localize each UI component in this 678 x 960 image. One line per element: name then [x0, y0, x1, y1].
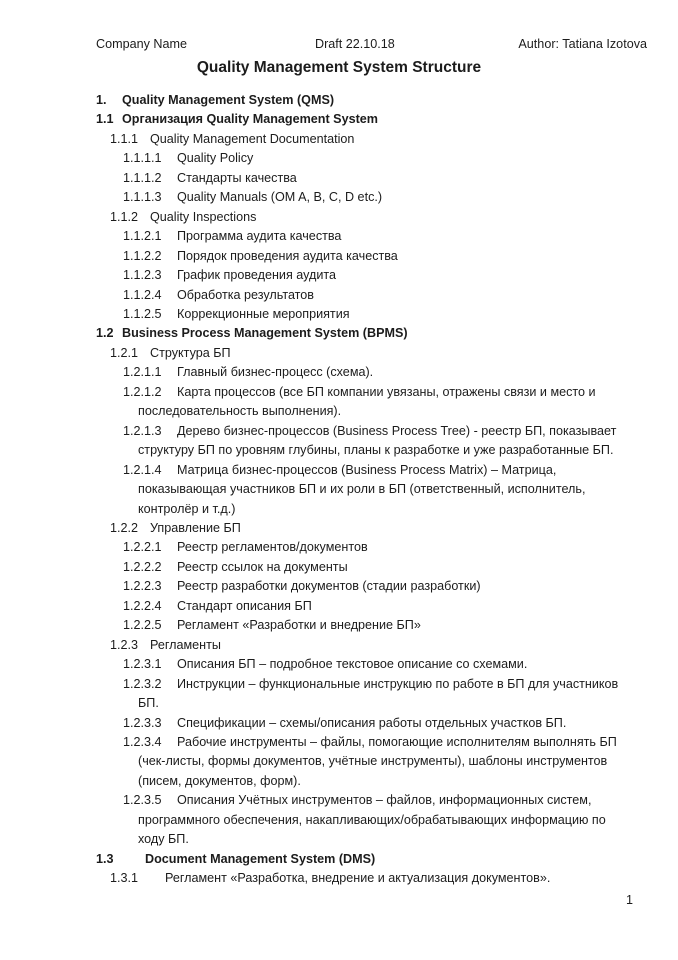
- list-item: [96, 208, 641, 227]
- item-text: Дерево бизнес-процессов (Business Process Tree) - реестр БП, показывает: [177, 423, 617, 438]
- item-number: 1.2.1.2: [123, 384, 162, 399]
- item-text-continuation: структуру БП по уровням глубины, планы к разработке и уже разработанные БП.: [138, 443, 614, 458]
- list-item: [96, 169, 641, 188]
- item-line: [96, 305, 641, 324]
- item-line: [96, 91, 641, 110]
- list-item: [96, 324, 641, 343]
- item-line: [96, 869, 641, 888]
- document-header: [0, 35, 678, 54]
- item-number: 1.1.2.3: [123, 268, 162, 283]
- item-text: Описания Учётных инструментов – файлов, информационных систем,: [177, 793, 592, 808]
- item-text: Quality Management System (QMS): [122, 93, 335, 107]
- item-number: 1.2.1: [110, 345, 139, 360]
- item-text: Quality Management Documentation: [150, 131, 355, 146]
- item-text: Стандарт описания БП: [177, 598, 312, 613]
- item-line: [96, 519, 641, 538]
- item-text: Структура БП: [150, 345, 231, 360]
- item-line: [96, 344, 641, 363]
- item-number: 1.2.2: [110, 520, 139, 535]
- header-company-name: Company Name: [96, 37, 187, 51]
- item-number: 1.1.2.5: [123, 306, 162, 321]
- list-item: [96, 733, 641, 791]
- item-line: [96, 850, 641, 869]
- item-text: Quality Inspections: [150, 209, 257, 224]
- item-number: 1.1.2.2: [123, 248, 162, 263]
- item-text: Описания БП – подробное текстовое описание со схемами.: [177, 657, 528, 672]
- item-line: [96, 461, 641, 480]
- item-text: Спецификации – схемы/описания работы отдельных участков БП.: [177, 715, 567, 730]
- list-item: [96, 149, 641, 168]
- item-text: Главный бизнес-процесс (схема).: [177, 365, 374, 380]
- item-number: 1.2.3.4: [123, 734, 162, 749]
- item-number: 1.2.2.1: [123, 540, 162, 555]
- list-item: [96, 597, 641, 616]
- item-line: [96, 208, 641, 227]
- item-text: Document Management System (DMS): [145, 851, 376, 866]
- item-text: Стандарты качества: [177, 170, 297, 185]
- item-line: [96, 149, 641, 168]
- item-text-continuation: последовательность выполнения).: [138, 404, 342, 419]
- item-text-continuation: (писем, документов, форм).: [138, 773, 301, 788]
- item-line: [96, 383, 641, 402]
- item-number: 1.1.2.4: [123, 287, 162, 302]
- item-text-continuation: БП.: [138, 696, 159, 711]
- item-text: Организация Quality Management System: [122, 112, 378, 127]
- item-line: [96, 733, 641, 752]
- page-title: Quality Management System Structure: [196, 59, 482, 76]
- list-item: [96, 286, 641, 305]
- item-number: 1.1.2: [110, 209, 139, 224]
- item-number: 1.2.1.4: [123, 462, 162, 477]
- item-text: Регламент «Разработка, внедрение и актуализация документов».: [165, 871, 551, 886]
- item-line: [96, 169, 641, 188]
- item-number: 1.1.1: [110, 131, 139, 146]
- item-line: [96, 324, 641, 343]
- item-text: Программа аудита качества: [177, 229, 342, 244]
- item-number: 1.2.3: [110, 637, 139, 652]
- list-item: [96, 247, 641, 266]
- list-item: [96, 227, 641, 246]
- page-number: 1: [625, 893, 633, 907]
- item-number: 1.2.2.2: [123, 559, 162, 574]
- item-text-continuation: ходу БП.: [138, 832, 189, 847]
- item-text-continuation: контролёр и т.д.): [138, 501, 236, 516]
- item-number: 1.2.3.3: [123, 715, 162, 730]
- list-item: [96, 130, 641, 149]
- list-item: [96, 91, 641, 110]
- list-item: [96, 538, 641, 557]
- list-item: [96, 110, 641, 129]
- item-line: [96, 188, 641, 207]
- item-text: Регламенты: [150, 637, 221, 652]
- item-text: Инструкции – функциональные инструкцию по работе в БП для участников: [177, 676, 619, 691]
- list-item: [96, 305, 641, 324]
- list-item: [96, 616, 641, 635]
- item-number: 1.2.3.1: [123, 657, 162, 672]
- list-item: [96, 655, 641, 674]
- item-number: 1.3.1: [110, 871, 139, 886]
- list-item: [96, 383, 641, 422]
- item-line: [96, 577, 641, 596]
- list-item: [96, 266, 641, 285]
- item-text: Quality Policy: [177, 151, 254, 166]
- header-draft-date: Draft 22.10.18: [315, 37, 395, 51]
- item-number: 1.2.1.3: [123, 423, 162, 438]
- item-line: [96, 791, 641, 810]
- list-item: [96, 188, 641, 207]
- list-item: [96, 675, 641, 714]
- item-line: [96, 558, 641, 577]
- item-text: Порядок проведения аудита качества: [177, 248, 398, 263]
- item-text: Quality Manuals (OM A, B, C, D etc.): [177, 190, 383, 205]
- list-item: [96, 577, 641, 596]
- item-text-continuation: показывающая участников БП и их роли в БП (ответственный, исполнитель,: [138, 482, 586, 497]
- list-item: [96, 850, 641, 869]
- item-number: 1.1.1.2: [123, 170, 162, 185]
- item-text: Коррекционные мероприятия: [177, 306, 350, 321]
- item-text: Регламент «Разработки и внедрение БП»: [177, 618, 421, 633]
- item-text: Рабочие инструменты – файлы, помогающие исполнителям выполнять БП: [177, 734, 617, 749]
- item-line: [96, 130, 641, 149]
- item-line: [96, 286, 641, 305]
- item-line: [96, 597, 641, 616]
- item-text: Реестр разработки документов (стадии разработки): [177, 579, 481, 594]
- item-text-continuation: программного обеспечения, накапливающих/обрабатывающих информацию по: [138, 812, 606, 827]
- item-number: 1.3: [96, 851, 114, 866]
- item-number: 1.2.2.3: [123, 579, 162, 594]
- item-line: [96, 636, 641, 655]
- item-text: Business Process Management System (BPMS): [122, 326, 408, 341]
- item-text: Реестр ссылок на документы: [177, 559, 348, 574]
- header-author: Author: Tatiana Izotova: [518, 37, 647, 51]
- item-text: График проведения аудита: [177, 268, 337, 283]
- list-item: [96, 363, 641, 382]
- list-item: [96, 869, 641, 888]
- item-number: 1.2: [96, 326, 114, 341]
- item-line: [96, 227, 641, 246]
- item-line: [96, 422, 641, 441]
- outline-list: [96, 91, 641, 889]
- list-item: [96, 461, 641, 519]
- list-item: [96, 558, 641, 577]
- item-number: 1.2.1.1: [123, 365, 162, 380]
- item-number: 1.1: [96, 112, 114, 127]
- item-number: 1.2.2.5: [123, 618, 162, 633]
- item-number: 1.2.3.2: [123, 676, 162, 691]
- item-text: Реестр регламентов/документов: [177, 540, 368, 555]
- item-number: 1.2.2.4: [123, 598, 162, 613]
- item-text-continuation: (чек-листы, формы документов, учётные инструменты), шаблоны инструментов: [138, 754, 608, 769]
- item-number: 1.1.1.1: [123, 151, 162, 166]
- list-item: [96, 791, 641, 849]
- item-text: Карта процессов (все БП компании увязаны, отражены связи и место и: [177, 384, 596, 399]
- item-text: Управление БП: [150, 520, 241, 535]
- item-line: [96, 266, 641, 285]
- item-number: 1.1.1.3: [123, 190, 162, 205]
- item-number: 1.1.2.1: [123, 229, 162, 244]
- item-line: [96, 363, 641, 382]
- item-line: [96, 538, 641, 557]
- item-number: 1.2.3.5: [123, 793, 162, 808]
- item-text: Обработка результатов: [177, 287, 314, 302]
- list-item: [96, 344, 641, 363]
- item-line: [96, 247, 641, 266]
- item-line: [96, 714, 641, 733]
- item-line: [96, 616, 641, 635]
- item-line: [96, 655, 641, 674]
- item-number: 1.: [96, 93, 107, 107]
- list-item: [96, 636, 641, 655]
- list-item: [96, 519, 641, 538]
- item-line: [96, 675, 641, 694]
- item-line: [96, 110, 641, 129]
- list-item: [96, 714, 641, 733]
- list-item: [96, 422, 641, 461]
- item-text: Матрица бизнес-процессов (Business Process Matrix) – Матрица,: [177, 462, 557, 477]
